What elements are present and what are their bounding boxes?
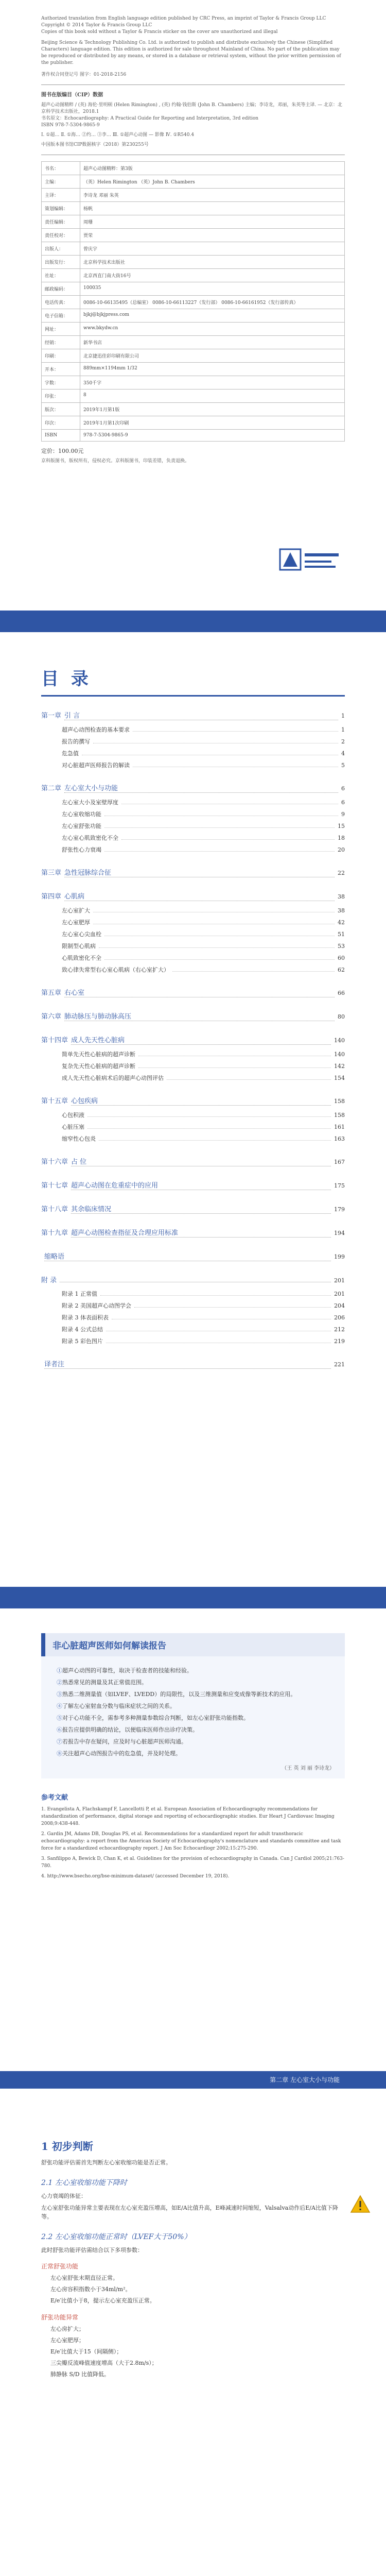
toc-leader — [104, 959, 335, 960]
toc-chapter-number: 第十五章 — [41, 1097, 68, 1105]
toc-entry — [62, 1301, 345, 1310]
cip-line-2: 书名原文：Echocardiography: A Practical Guide for Reporting and Interpretation, 3rd edition — [41, 116, 259, 121]
callout-item — [57, 1725, 335, 1735]
toc-entry-page: 60 — [338, 955, 345, 961]
book-info-row — [42, 389, 345, 403]
toc-entry-title: 对心脏超声医师报告的解读 — [62, 762, 130, 769]
section-heading: 1 初步判断 — [41, 2140, 93, 2153]
toc-entry-page: 62 — [338, 967, 345, 973]
toc-entry — [62, 1134, 345, 1143]
book-info-row — [42, 215, 345, 229]
warning-icon — [350, 2195, 371, 2213]
toc-entry-page: 201 — [334, 1291, 345, 1297]
toc-entry-title: 左心室舒张功能 — [62, 823, 101, 829]
publisher-note: 京科版图书，版权所有，侵权必究。京科版图书，印装差错，负责退换。 — [41, 459, 190, 464]
book-info-row — [42, 282, 345, 296]
toc-entry-title: 左心室心尖血栓 — [62, 931, 101, 938]
toc-entry-title: 心脏压塞 — [62, 1124, 84, 1130]
registration-number: 著作权合同登记号 图字：01-2018-2156 — [41, 72, 127, 77]
book-info-value: 8 — [80, 389, 345, 403]
book-info-value: www.bkydw.cn — [80, 323, 345, 336]
toc-entry-page: 5 — [341, 762, 345, 769]
toc-entry-title: 附录 5 彩色图片 — [62, 1338, 103, 1345]
toc-leader — [134, 1307, 331, 1308]
section-band — [0, 1587, 386, 1608]
toc-chapter — [41, 1251, 345, 1261]
references-list — [41, 1806, 345, 1880]
book-info-value: 曾庆宇 — [80, 242, 345, 256]
book-info-value: 978-7-5304-9865-9 — [80, 430, 345, 442]
book-info-row — [42, 323, 345, 336]
callout-body — [41, 1656, 345, 1778]
toc-chapter-title: 肺动脉压与肺动脉高压 — [64, 1011, 335, 1021]
book-info-row — [42, 229, 345, 242]
toc-entry-page: 42 — [338, 919, 345, 926]
book-info-row — [42, 175, 345, 189]
toc-leader — [87, 1128, 331, 1129]
toc-chapter — [41, 987, 345, 997]
subsection-body: 左心室舒张功能异常主要表现在左心室充盈压增高，如E/A比值升高，E峰减速时间缩短，Valsalva动作后E/A比值下降等。 — [41, 2205, 338, 2220]
toc-chapter — [41, 1359, 345, 1369]
toc-entry-page: 20 — [338, 846, 345, 853]
section-band — [0, 611, 386, 632]
table-of-contents — [0, 644, 386, 1561]
toc-leader — [99, 947, 335, 948]
reference-item: 2. Gardin JM, Adams DB, Douglas PS, et al. Recommendations for a standardized report for adult transthoracic echocardiography: a report from the American Society of Echocardiography's nomenclature and standards committee and task force for a standardized echocardiography report. J Am Soc Echocardiogr 2002;15:275-290. — [41, 1832, 341, 1851]
toc-chapter-title: 左心室大小与功能 — [64, 783, 338, 793]
toc-chapter-title: 引 言 — [64, 710, 338, 720]
toc-entry-page: 6 — [341, 799, 345, 806]
isbn: ISBN 978-7-5304-9865-9 — [41, 123, 100, 128]
toc-chapter-page: 201 — [334, 1277, 345, 1284]
book-info-key: 印刷： — [42, 349, 80, 363]
toc-chapter-page: 6 — [341, 785, 345, 792]
toc-chapter — [41, 1156, 345, 1166]
toc-chapter — [41, 1180, 345, 1190]
toc-entry — [62, 1290, 345, 1298]
toc-chapter — [41, 1227, 345, 1238]
book-info-row — [42, 256, 345, 269]
toc-entry — [62, 798, 345, 806]
toc-entry — [62, 930, 345, 938]
section-intro: 舒张功能评估需首先判断左心室收缩功能是否正常。 — [41, 2159, 171, 2166]
toc-chapter — [41, 783, 345, 793]
toc-entry — [62, 918, 345, 926]
callout-item-text: 超声心动图的可靠性，取决于检查者的技能和经验。 — [62, 1667, 192, 1674]
callout-item-number: ⑤ — [57, 1715, 62, 1721]
book-info-row — [42, 376, 345, 389]
cover-label-note: Copies of this book sold without a Taylor & Francis sticker on the cover are unauthorized and illegal — [41, 29, 278, 35]
cip-title: 图书在版编目（CIP）数据 — [41, 92, 103, 98]
toc-chapter-page: 167 — [334, 1159, 345, 1165]
toc-entry-title: 心包积液 — [62, 1112, 84, 1118]
cip-line-3: Ⅰ. ①超… Ⅱ. ①海… ②约… ③李… Ⅲ. ①超声心动图 — 影像 Ⅳ. ①R540.4 — [41, 132, 195, 138]
toc-entry-title: 限制型心肌病 — [62, 943, 96, 950]
toc-leader — [104, 851, 335, 852]
toc-chapter-number: 第十四章 — [41, 1037, 68, 1044]
toc-chapter-page: 175 — [334, 1182, 345, 1189]
author-signature: （王 英 刘 丽 李诗龙） — [282, 1766, 335, 1771]
callout-item-number: ⑧ — [57, 1750, 62, 1757]
toc-chapter-title: 缩略语 — [44, 1251, 331, 1261]
toc-entry-page: 9 — [341, 811, 345, 818]
references-title: 参考文献 — [41, 1794, 68, 1802]
toc-entry-page: 219 — [334, 1338, 345, 1345]
book-info-key: 主译： — [42, 189, 80, 202]
toc-chapter — [41, 1011, 345, 1021]
book-info-key: 电话传真： — [42, 296, 80, 309]
book-info-value: 贾荣 — [80, 229, 345, 242]
subsection-heading: 2.1 左心室收缩功能下降时 — [41, 2179, 127, 2187]
book-info-key: 责任编辑： — [42, 215, 80, 229]
bullet-item: 三尖瓣反流峰值速度增高（大于2.8m/s）； — [50, 2360, 157, 2366]
book-info-key: 策划编辑： — [42, 202, 80, 215]
toc-chapter-number: 附 录 — [41, 1277, 57, 1284]
toc-entry-page: 15 — [338, 823, 345, 829]
divider — [41, 84, 345, 85]
cip-line-1: 超声心动图精粹 / (英) 海伦·里明顿 (Helen Rimington) , (英) 约翰·钱伯斯 (John B. Chambers) 主编；李诗龙，邓丽，朱英等主译. — 北京：北京科学技术出版社，2018.1 — [41, 103, 342, 114]
book-info-table — [41, 161, 345, 442]
toc-chapter-page: 158 — [334, 1098, 345, 1105]
callout-item-text: 报告应提供明确的结论，以便临床医师作出诊疗决策。 — [62, 1726, 198, 1733]
book-info-key: 社址： — [42, 269, 80, 282]
toc-chapter-number: 第五章 — [41, 989, 62, 997]
toc-chapter-title: 超声心动图在危重症中的应用 — [71, 1180, 331, 1190]
toc-chapter — [41, 1204, 345, 1214]
book-info-key: 开本： — [42, 363, 80, 376]
callout-item — [57, 1677, 335, 1687]
toc-leader — [104, 827, 335, 828]
toc-leader — [121, 839, 335, 840]
bullet-list — [41, 2274, 345, 2306]
toc-chapter-page: 1 — [341, 713, 345, 719]
callout-item — [57, 1666, 335, 1675]
bullet-item: 肺静脉 S/D 比值降低。 — [50, 2371, 110, 2378]
toc-entry-title: 成人先天性心脏病术后的超声心动图评估 — [62, 1075, 164, 1081]
toc-chapter — [41, 891, 345, 901]
book-info-row — [42, 296, 345, 309]
bullet-item: 左心室肥厚； — [50, 2337, 84, 2344]
bullet-list — [41, 2325, 345, 2379]
book-info-row — [42, 430, 345, 442]
book-info-value: 杨帆 — [80, 202, 345, 215]
book-info-value: 李诗龙 邓丽 朱英 — [80, 189, 345, 202]
toc-entry-title: 报告的撰写 — [62, 738, 90, 745]
toc-entry — [62, 749, 345, 757]
callout-item-text: 对于心功能不全，需参考多种测量参数综合判断，如左心室舒张功能指数。 — [62, 1715, 249, 1721]
toc-entry — [62, 1050, 345, 1058]
toc-entry — [62, 845, 345, 854]
toc-list — [41, 710, 345, 1369]
toc-chapter — [41, 867, 345, 877]
toc-entry — [62, 1074, 345, 1082]
toc-chapter-title: 心包疾病 — [71, 1095, 331, 1106]
toc-title: 目 录 — [41, 669, 92, 689]
toc-entry-title: 舒张性心力衰竭 — [62, 846, 101, 853]
toc-leader — [138, 1067, 331, 1068]
book-info-row — [42, 349, 345, 363]
toc-chapter-page: 179 — [334, 1206, 345, 1213]
toc-entry — [62, 942, 345, 950]
book-info-value: 2019年1月第1版 — [80, 403, 345, 416]
toc-entry-title: 左心室扩大 — [62, 907, 90, 914]
book-info-key: 印张： — [42, 389, 80, 403]
toc-entry-title: 附录 4 公式总结 — [62, 1326, 103, 1333]
book-info-key: 印次： — [42, 416, 80, 430]
toc-entry-page: 18 — [338, 835, 345, 841]
toc-chapter-title: 右心室 — [64, 987, 335, 997]
price: 定价：100.00元 — [41, 448, 84, 454]
toc-chapter-title: 其余临床情况 — [71, 1204, 331, 1214]
toc-entry — [62, 1062, 345, 1070]
book-info-row — [42, 189, 345, 202]
subsection-lead: 心力衰竭的体征： — [41, 2193, 86, 2199]
rights-statement: Beijing Science & Technology Publishing Co. Ltd. is authorized to publish and distribute exclusively the Chinese (Simplified Characters) language edition. This edition is authorized for sale throughout Mainland of China. No part of the publication may be reproduced or distributed by any means, or stored in a database or retrieval system, without the prior written permission of the publisher. — [41, 40, 341, 65]
toc-entry — [62, 1325, 345, 1333]
book-info-value: 周珊 — [80, 215, 345, 229]
toc-entry-page: 212 — [334, 1326, 345, 1333]
callout-item-number: ⑥ — [57, 1726, 62, 1733]
subsection-lead: 此时舒张功能评估需结合以下多项参数： — [41, 2247, 143, 2253]
book-info-key: 经销： — [42, 336, 80, 349]
toc-entry-title: 左心室大小及室壁厚度 — [62, 799, 118, 806]
copyright-line: Copyright © 2014 Taylor & Francis Group LLC — [41, 23, 152, 28]
book-info-value: 0086-10-66135495（总编室） 0086-10-66113227（发行部） 0086-10-66161952（发行部传真） — [80, 296, 345, 309]
book-info-key: 出版发行： — [42, 256, 80, 269]
bullet-item: E/e′比值大于15（间隔侧）； — [50, 2348, 122, 2355]
callout-list — [51, 1666, 335, 1758]
bullet-item: 左心室舒张末期直径正常。 — [50, 2275, 118, 2281]
book-info-value: （英）Helen Rimington （英）John B. Chambers — [80, 175, 345, 189]
book-info-key: ISBN — [42, 430, 80, 442]
toc-entry-title: 左心室心肌致密化不全 — [62, 835, 118, 841]
book-info-row — [42, 269, 345, 282]
callout-item-text: 熟悉常见的测量及其正常值范围。 — [62, 1679, 147, 1686]
toc-leader — [99, 1140, 331, 1141]
toc-chapter-title: 心肌病 — [64, 891, 335, 901]
callout-item-number: ③ — [57, 1691, 62, 1698]
book-info-value: 北京科学技术出版社 — [80, 256, 345, 269]
callout-item-text: 熟悉二维测量值（如LVEF、LVEDD）的局限性，以及三维测量和应变成像等新技术的应用。 — [62, 1691, 296, 1698]
toc-chapter-page: 194 — [334, 1230, 345, 1236]
reading-guide-section — [0, 1633, 386, 1994]
callout-item — [57, 1737, 335, 1747]
toc-entry — [62, 737, 345, 745]
toc-entry-title: 危急值 — [62, 750, 79, 757]
toc-entry-page: 140 — [334, 1051, 345, 1058]
toc-chapter-page: 38 — [338, 893, 345, 900]
toc-chapter-number: 第六章 — [41, 1013, 62, 1021]
toc-chapter-title: 占 位 — [71, 1156, 331, 1166]
toc-chapter — [41, 1275, 345, 1284]
toc-entry-page: 163 — [334, 1136, 345, 1142]
chapter-bar — [0, 2071, 386, 2089]
toc-chapter-number: 第三章 — [41, 869, 62, 877]
toc-entry-title: 附录 1 正常值 — [62, 1291, 97, 1297]
toc-chapter — [41, 1035, 345, 1045]
toc-entry-page: 2 — [341, 738, 345, 745]
category-tag: 正常舒张功能 — [41, 2263, 79, 2270]
toc-entry-page: 4 — [341, 750, 345, 757]
toc-entry — [62, 965, 345, 974]
toc-entry-title: 左心室收缩功能 — [62, 811, 101, 818]
toc-chapter-title: 急性冠脉综合征 — [64, 867, 335, 877]
book-info-key: 责任校对： — [42, 229, 80, 242]
chapter-bar-title: 第二章 左心室大小与功能 — [270, 2076, 340, 2083]
toc-leader — [172, 971, 335, 972]
toc-entry-page: 158 — [334, 1112, 345, 1118]
toc-chapter-page: 66 — [338, 990, 345, 996]
book-info-key: 字数： — [42, 376, 80, 389]
toc-chapter — [41, 710, 345, 720]
callout-item — [57, 1701, 335, 1711]
toc-entry-title: 超声心动图检查的基本要求 — [62, 726, 130, 733]
toc-entry-page: 53 — [338, 943, 345, 950]
callout-item-text: 了解左心室射血分数与临床症状之间的关系。 — [62, 1703, 176, 1709]
toc-entry — [62, 1337, 345, 1345]
toc-chapter-page: 199 — [334, 1253, 345, 1260]
book-info-key: 主编： — [42, 175, 80, 189]
book-info-key: 电子信箱： — [42, 309, 80, 323]
callout-item — [57, 1689, 335, 1699]
toc-entry-page: 206 — [334, 1314, 345, 1321]
toc-chapter-number: 第二章 — [41, 785, 62, 792]
reference-item: 1. Evangelista A, Flachskampf F, Lancellotti P, et al. European Association of Echocardiography recommendations for standardization of performance, digital storage and reporting of echocardiographic studies. Eur Heart J Cardiovasc Imaging 2008;9:438-448. — [41, 1807, 335, 1826]
toc-chapter-title: 超声心动图检查指征及合理应用标准 — [71, 1227, 331, 1238]
toc-chapter-page: 140 — [334, 1037, 345, 1044]
toc-entry-title: 左心室肥厚 — [62, 919, 90, 926]
callout-item — [57, 1749, 335, 1758]
toc-entry-page: 154 — [334, 1075, 345, 1081]
toc-entry-page: 51 — [338, 931, 345, 938]
toc-entry-page: 161 — [334, 1124, 345, 1130]
toc-chapter-number: 第十六章 — [41, 1158, 68, 1166]
toc-entry — [62, 761, 345, 769]
callout-item-text: 若报告中存在疑问，应及时与心脏超声医师沟通。 — [62, 1738, 187, 1745]
book-info-row — [42, 416, 345, 430]
callout-item-number: ② — [57, 1679, 62, 1686]
book-info-value: 新华书店 — [80, 336, 345, 349]
category-tag: 舒张功能异常 — [41, 2314, 79, 2321]
toc-leader — [133, 731, 338, 732]
book-info-key: 网址： — [42, 323, 80, 336]
toc-rule — [41, 695, 345, 697]
toc-entry-title: 附录 2 美国超声心动图学会 — [62, 1302, 131, 1309]
subsection-heading: 2.2 左心室收缩功能正常时（LVEF大于50%） — [41, 2233, 191, 2241]
callout-item-number: ⑦ — [57, 1738, 62, 1745]
toc-entry-title: 附录 3 体表面积表 — [62, 1314, 109, 1321]
toc-chapter-number: 第四章 — [41, 893, 62, 901]
bullet-item: 左心房容积指数小于34ml/m²。 — [50, 2286, 131, 2293]
callout-item-number: ① — [57, 1667, 62, 1674]
book-info-key: 书名： — [42, 162, 80, 175]
callout-title: 非心脏超声医师如何解读报告 — [41, 1633, 345, 1656]
toc-entry — [62, 906, 345, 914]
toc-entry-page: 142 — [334, 1063, 345, 1070]
book-info-row — [42, 403, 345, 416]
book-info-value: bjkj@bjkjpress.com — [80, 309, 345, 323]
book-info-key: 版次： — [42, 403, 80, 416]
book-info-value: 100035 — [80, 282, 345, 296]
copyright-intro: Authorized translation from English language edition published by CRC Press, an imprint of Taylor & Francis Group LLC — [41, 16, 326, 21]
toc-entry-title: 简单先天性心脏病的超声诊断 — [62, 1051, 135, 1058]
diastolic-assessment-section — [0, 2128, 386, 2576]
toc-entry-page: 38 — [338, 907, 345, 914]
book-info-value: 2019年1月第1次印刷 — [80, 416, 345, 430]
toc-chapter-title: 译者注 — [44, 1359, 331, 1369]
callout-item-number: ④ — [57, 1703, 62, 1709]
toc-entry — [62, 725, 345, 734]
book-info-row — [42, 202, 345, 215]
toc-entry — [62, 1123, 345, 1131]
toc-chapter-number: 第十七章 — [41, 1182, 68, 1190]
toc-leader — [100, 1295, 331, 1296]
reference-item: 4. http://www.bsecho.org/bse-minimum-dataset/ (accessed December 19, 2018). — [41, 1874, 230, 1879]
publisher-logo-icon — [279, 546, 341, 575]
cip-data-number: 中国版本图书馆CIP数据核字（2018）第230255号 — [41, 142, 149, 147]
toc-entry-page: 204 — [334, 1302, 345, 1309]
book-info-value: 北京西直门南大街16号 — [80, 269, 345, 282]
book-info-key: 邮政编码： — [42, 282, 80, 296]
toc-leader — [167, 1079, 331, 1080]
reference-item: 3. Sanfilippo A, Bewick D, Chan K, et al. Guidelines for the provision of echocardiography in Canada. Can J Cardiol 2005;21:763-780. — [41, 1856, 344, 1869]
callout-item-text: 关注超声心动图报告中的危急值，并及时处理。 — [62, 1750, 181, 1757]
book-info-row — [42, 336, 345, 349]
toc-chapter-page: 221 — [334, 1361, 345, 1368]
toc-entry — [62, 810, 345, 818]
book-info-value: 超声心动图精粹：第3版 — [80, 162, 345, 175]
copyright-page — [0, 0, 386, 611]
toc-entry — [62, 1111, 345, 1119]
toc-entry — [62, 834, 345, 842]
toc-chapter-title: 成人先天性心脏病 — [71, 1035, 331, 1045]
toc-chapter-page: 80 — [338, 1013, 345, 1020]
bullet-item: E/e′比值小于8，提示左心室充盈压正常。 — [50, 2297, 155, 2304]
book-info-value: 350千字 — [80, 376, 345, 389]
toc-entry-title: 致心律失常型右心室心肌病（右心室扩大） — [62, 967, 169, 973]
toc-chapter — [41, 1095, 345, 1106]
toc-chapter-number: 第十八章 — [41, 1206, 68, 1213]
toc-chapter-number: 第十九章 — [41, 1229, 68, 1237]
toc-entry — [62, 1313, 345, 1321]
toc-chapter-page: 22 — [338, 870, 345, 876]
toc-entry-title: 复杂先天性心脏病的超声诊断 — [62, 1063, 135, 1070]
callout-item — [57, 1713, 335, 1723]
book-info-row — [42, 309, 345, 323]
bullet-item: 左心房扩大； — [50, 2326, 84, 2332]
toc-entry — [62, 954, 345, 962]
toc-leader — [87, 1116, 331, 1117]
book-info-key: 出版人： — [42, 242, 80, 256]
book-info-row — [42, 162, 345, 175]
book-info-row — [42, 242, 345, 256]
book-info-row — [42, 363, 345, 376]
book-info-value: 889mm×1194mm 1/32 — [80, 363, 345, 376]
toc-entry-title: 心肌致密化不全 — [62, 955, 101, 961]
book-info-value: 北京捷迅佳彩印刷有限公司 — [80, 349, 345, 363]
toc-chapter-number: 第一章 — [41, 712, 62, 720]
toc-entry — [62, 822, 345, 830]
toc-entry-title: 缩窄性心包炎 — [62, 1136, 96, 1142]
toc-entry-page: 1 — [341, 726, 345, 733]
